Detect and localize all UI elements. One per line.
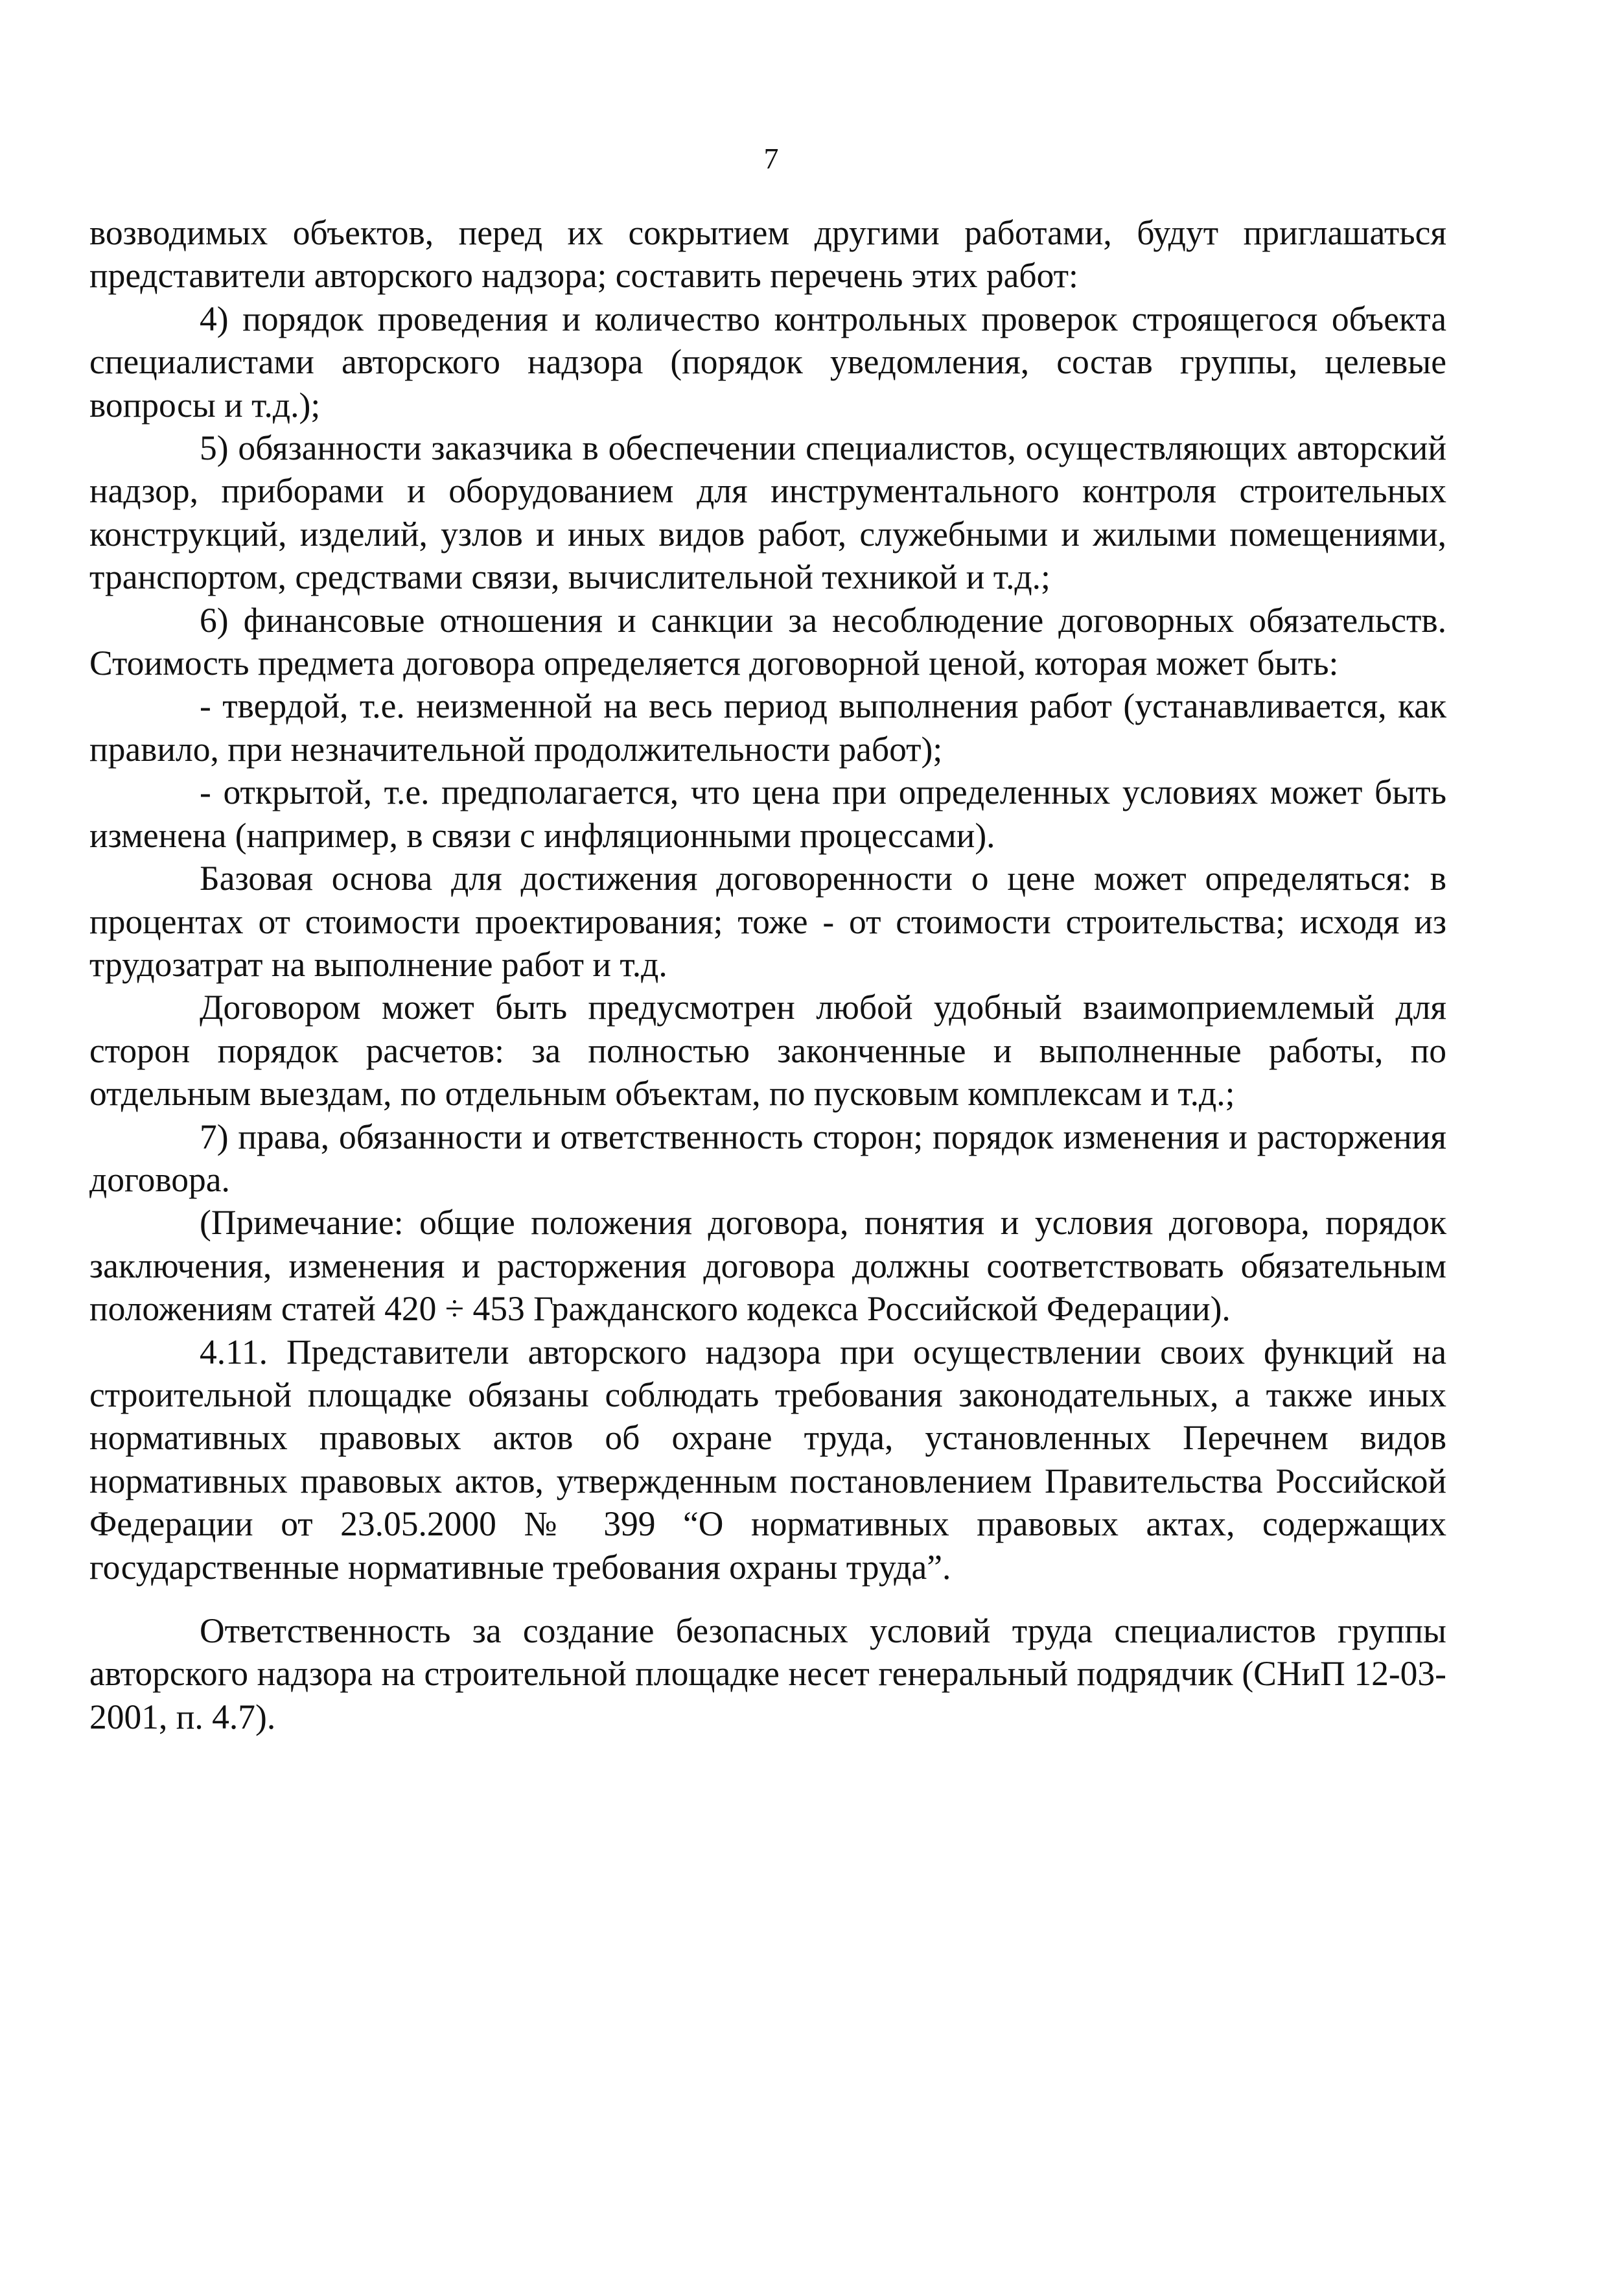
paragraph-continuation: возводимых объектов, перед их сокрытием другими работами, будут приглашаться представители авторского надзора; составить перечень этих работ: xyxy=(89,213,1446,296)
page-number: 7 xyxy=(763,142,779,175)
paragraph-item-7: 7) права, обязанности и ответственность сторон; порядок изменения и расторжения договора. xyxy=(89,1117,1446,1199)
paragraph-open-price: - открытой, т.е. предполагается, что цена при определенных условиях может быть изменена (например, в связи с инфляционными процессами). xyxy=(89,773,1446,855)
paragraph-fixed-price: - твердой, т.е. неизменной на весь период выполнения работ (устанавливается, как правило, при незначительной продолжительности работ); xyxy=(89,686,1446,769)
paragraph-note: (Примечание: общие положения договора, понятия и условия договора, порядок заключения, изменения и расторжения договора должны соответствовать обязательным положениям статей 420 ÷ 453 Гражданского кодекса Российской Федерации). xyxy=(89,1203,1446,1329)
document-body xyxy=(89,211,1446,1738)
paragraph-item-4: 4) порядок проведения и количество контрольных проверок строящегося объекта специалистами авторского надзора (порядок уведомления, состав группы, целевые вопросы и т.д.); xyxy=(89,299,1446,425)
paragraph-responsibility: Ответственность за создание безопасных условий труда специалистов группы авторского надзора на строительной площадке несет генеральный подрядчик (СНиП 12-03-2001, п. 4.7). xyxy=(89,1611,1446,1736)
paragraph-base-price: Базовая основа для достижения договоренности о цене может определяться: в процентах от стоимости проектирования; тоже - от стоимости строительства; исходя из трудозатрат на выполнение работ и т.д. xyxy=(89,859,1446,984)
paragraph-section-4-11: 4.11. Представители авторского надзора при осуществлении своих функций на строительной площадке обязаны соблюдать требования законодательных, а также иных нормативных правовых актов об охране труда, установленных Перечнем видов нормативных правовых актов, утвержденным постановлением Правительства Российской Федерации от 23.05.2000 № 399 “О нормативных правовых актах, содержащих государственные нормативные требования охраны труда”. xyxy=(89,1332,1446,1587)
paragraph-item-6: 6) финансовые отношения и санкции за несоблюдение договорных обязательств. Стоимость предмета договора определяется договорной ценой, которая может быть: xyxy=(89,600,1446,683)
paragraph-payment-order: Договором может быть предусмотрен любой удобный взаимоприемлемый для сторон порядок расчетов: за полностью законченные и выполненные работы, по отдельным выездам, по отдельным объектам, по пусковым комплексам и т.д.; xyxy=(89,988,1446,1113)
paragraph-item-5: 5) обязанности заказчика в обеспечении специалистов, осуществляющих авторский надзор, приборами и оборудованием для инструментального контроля строительных конструкций, изделий, узлов и иных видов работ, служебными и жилыми помещениями, транспортом, средствами связи, вычислительной техникой и т.д.; xyxy=(89,428,1446,597)
